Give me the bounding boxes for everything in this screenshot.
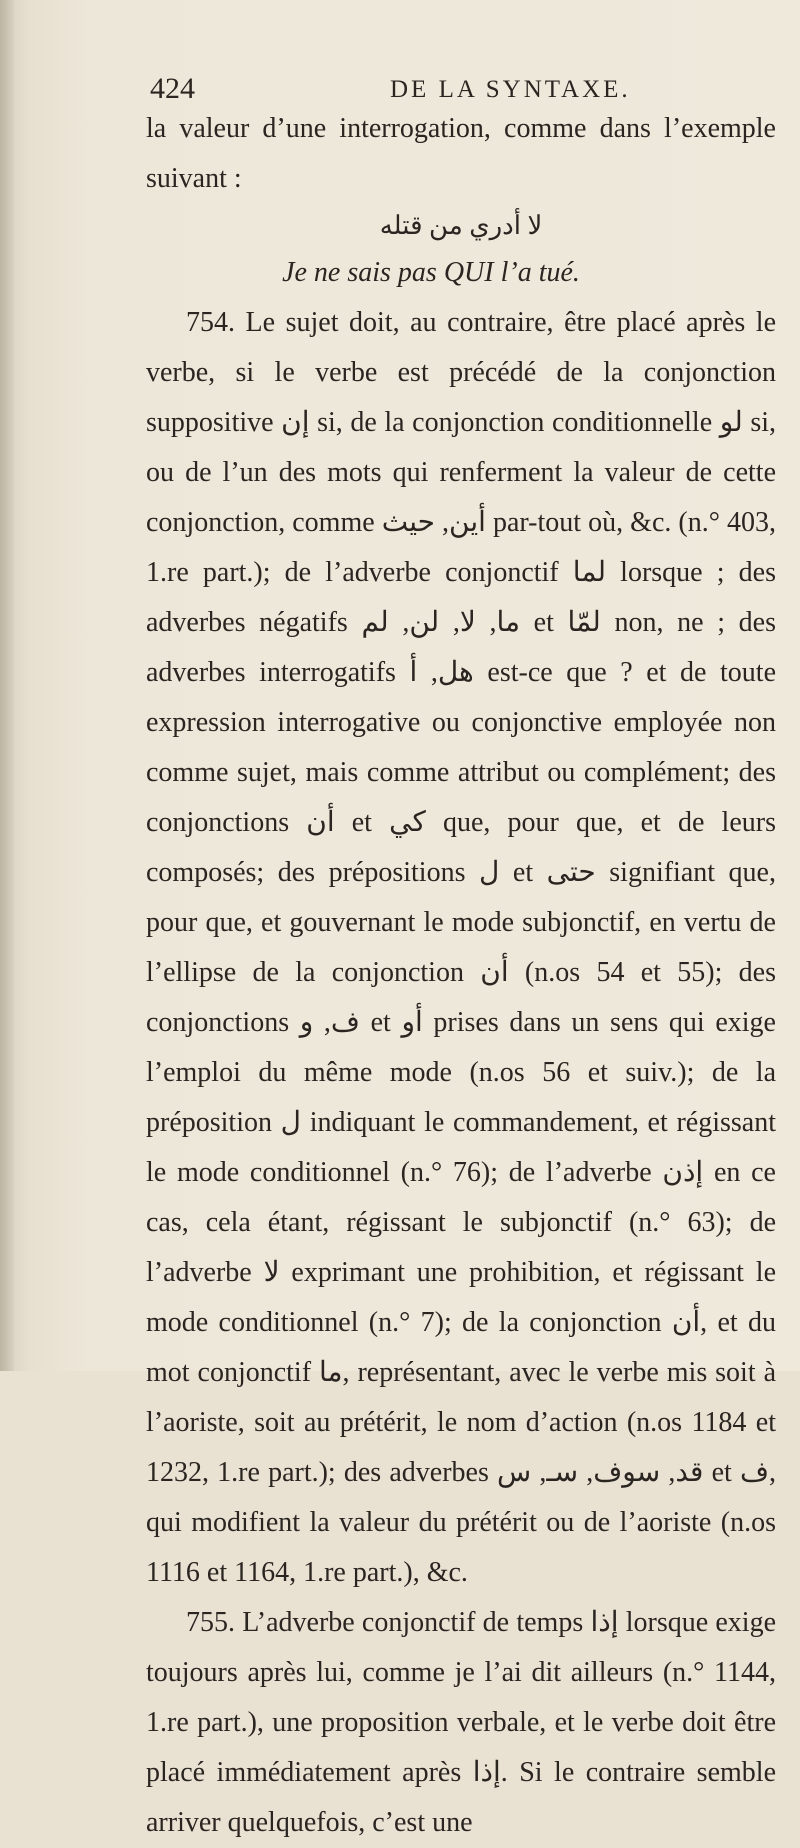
page-header [150,72,770,108]
example-translation: Je ne sais pas QUI l’a tué. [282,257,580,288]
page-gutter [0,0,14,1371]
page-number: 424 [150,72,195,105]
running-head: DE LA SYNTAXE. [390,76,631,103]
paragraph-754: 754. Le sujet doit, au contraire, être placé après le verbe, si le verbe est précédé de la conjonction suppositive إن si, de la conjonction conditionnelle لو si, ou de l’un des mots qui renferment la valeur de cette conjonction, comme أين, حيث par-tout où, &c. (n.° 403, 1.re part.); de l’adverbe conjonctif لما lorsque ; des adverbes négatifs ما, لا, لن, لم et لمّا non, ne ; des adverbes interrogatifs هل, أ est-ce que ? et de toute expression interrogative ou conjonctive employée non comme sujet, mais comme attribut ou complément; des conjonctions أن et كي que, pour que, et de leurs composés; des prépositions ل et حتى signifiant que, pour que, et gouvernant le mode subjonctif, en vertu de l’ellipse de la conjonction أن (n.os 54 et 55); des conjonctions ف, و et أو prises dans un sens qui exige l’emploi du même mode (n.os 56 et suiv.); de la préposition ل indiquant le commandement, et régissant le mode conditionnel (n.° 76); de l’adverbe إذن en ce cas, cela étant, régissant le subjonctif (n.° 63); de l’adverbe لا exprimant une prohibition, et régissant le mode conditionnel (n.° 7); de la conjonction أن, et du mot conjonctif ما, représentant, avec le verbe mis soit à l’aoriste, soit au prétérit, le nom d’action (n.os 1184 et 1232, 1.re part.); des adverbes قد, سوف, سـ, س et ف, qui modifient la valeur du prétérit ou de l’aoriste (n.os 1116 et 1164, 1.re part.), &c. [146,307,777,1588]
body-text [146,104,776,1848]
paragraph-755: 755. L’adverbe conjonctif de temps إذا lorsque exige toujours après lui, comme je l’ai dit ailleurs (n.° 1144, 1.re part.), une proposition verbale, et le verbe doit être placé immédiatement après إذا. Si le contraire semble arriver quelquefois, c’est une [146,1607,777,1838]
intro-line: la valeur d’une interrogation, comme dans l’exemple suivant : [146,113,776,194]
arabic-example: لا أدري من قتله [379,211,543,240]
